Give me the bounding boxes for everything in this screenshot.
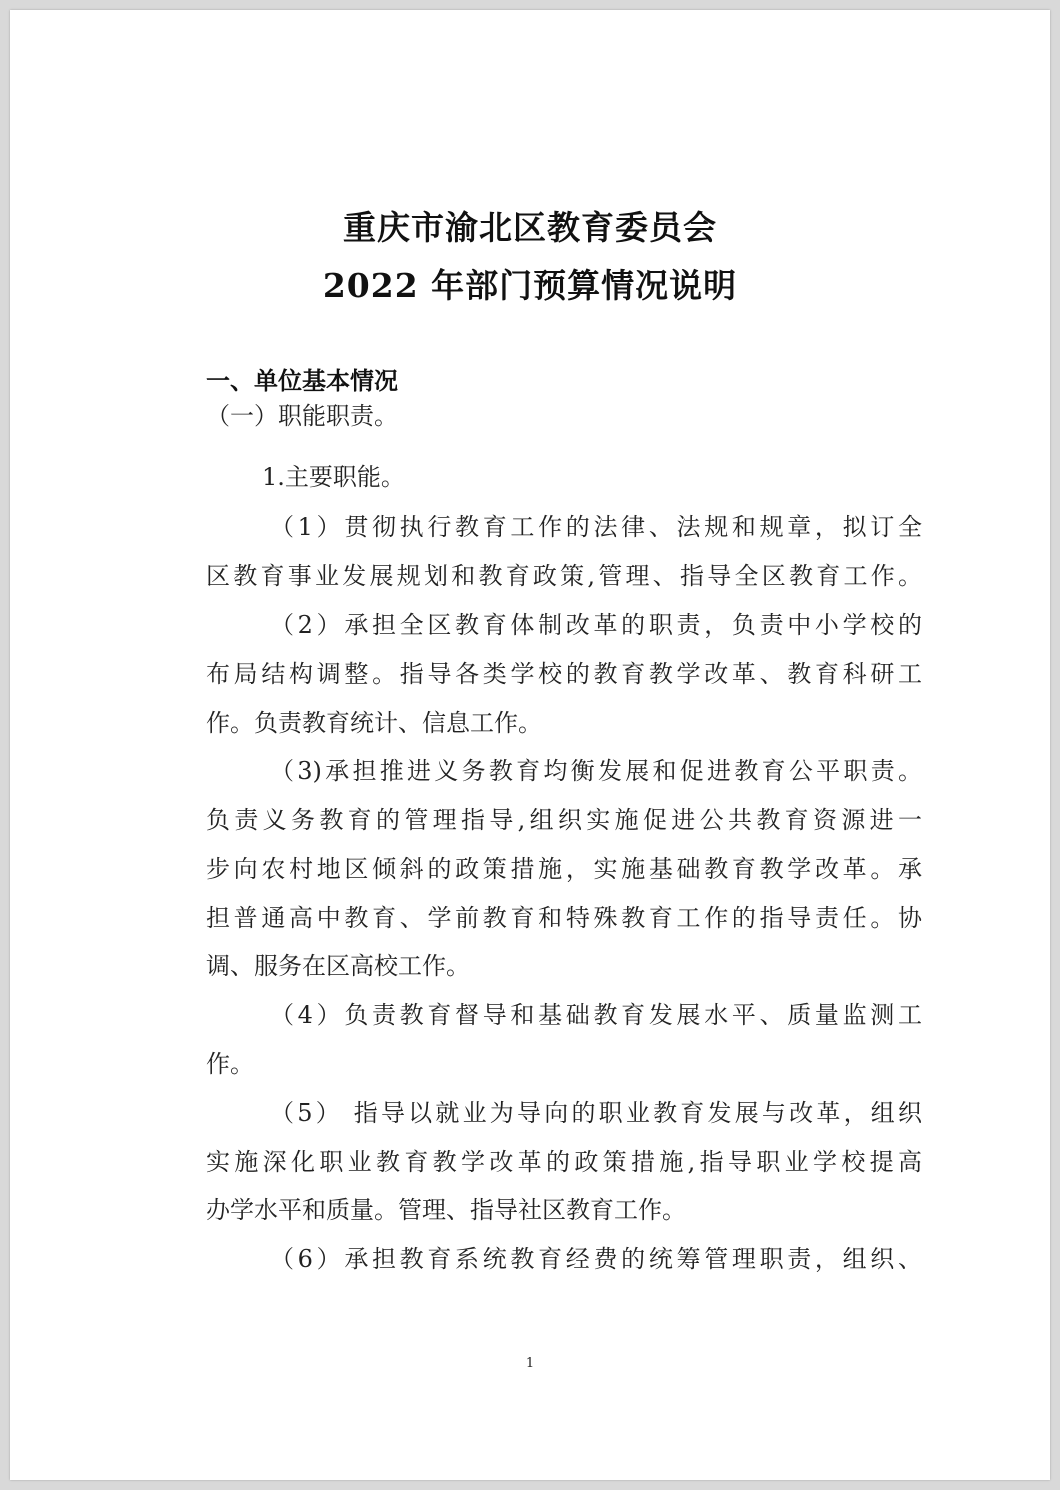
paragraph-line: 布局结构调整。指导各类学校的教育教学改革、教育科研工 xyxy=(206,660,922,688)
paragraph-line: 实施深化职业教育教学改革的政策措施,指导职业学校提高 xyxy=(206,1148,922,1176)
paragraph-line: （3)承担推进义务教育均衡发展和促进教育公平职责。 xyxy=(270,757,922,785)
paragraph-line: （5） 指导以就业为导向的职业教育发展与改革，组织 xyxy=(270,1099,922,1127)
document-title-line1: 重庆市渝北区教育委员会 xyxy=(343,208,717,247)
paragraph-line: （2）承担全区教育体制改革的职责，负责中小学校的 xyxy=(270,611,922,639)
paragraph-line: 担普通高中教育、学前教育和特殊教育工作的指导责任。协 xyxy=(206,904,922,932)
document-page xyxy=(10,10,1050,1480)
paragraph-line: （4）负责教育督导和基础教育发展水平、质量监测工 xyxy=(270,1001,922,1029)
paragraph-line: 作。负责教育统计、信息工作。 xyxy=(206,709,542,737)
paragraph-line: 区教育事业发展规划和教育政策,管理、指导全区教育工作。 xyxy=(206,562,922,590)
paragraph-line: （6）承担教育系统教育经费的统筹管理职责，组织、 xyxy=(270,1245,922,1273)
paragraph-line: （1）贯彻执行教育工作的法律、法规和规章，拟订全 xyxy=(270,513,922,541)
item-heading: 1.主要职能。 xyxy=(262,463,405,491)
page-number: 1 xyxy=(525,1356,535,1371)
paragraph-line: 办学水平和质量。管理、指导社区教育工作。 xyxy=(206,1196,686,1224)
paragraph-line: 作。 xyxy=(206,1050,254,1078)
subsection-heading: （一）职能职责。 xyxy=(206,402,398,430)
paragraph-line: 调、服务在区高校工作。 xyxy=(206,952,470,980)
section-heading: 一、单位基本情况 xyxy=(206,367,398,395)
document-title-line2: 2022 年部门预算情况说明 xyxy=(322,266,738,305)
paragraph-line: 负责义务教育的管理指导,组织实施促进公共教育资源进一 xyxy=(206,806,922,834)
paragraph-line: 步向农村地区倾斜的政策措施，实施基础教育教学改革。承 xyxy=(206,855,922,883)
